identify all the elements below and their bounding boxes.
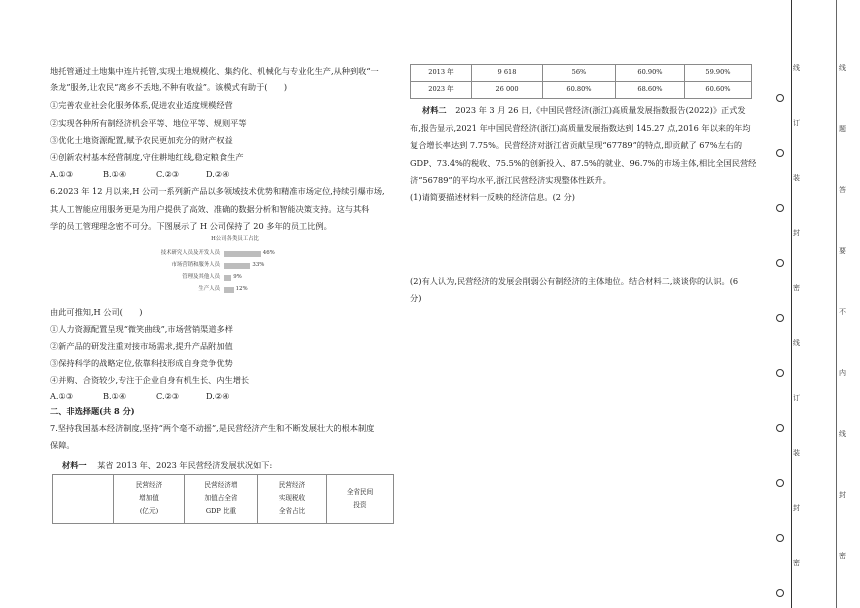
q5-text-line2: 条龙”服务,让农民“离乡不丢地,不种有收益”。该模式有助于( ) xyxy=(50,82,288,92)
binding-circle xyxy=(776,149,784,157)
binding-notice-char: 封 xyxy=(839,491,846,499)
binding-char: 订 xyxy=(793,119,800,127)
binding-notice-char: 题 xyxy=(839,125,846,133)
q6-choice-d: D.②④ xyxy=(206,391,230,401)
binding-char: 密 xyxy=(793,284,800,292)
binding-notice-char: 线 xyxy=(839,430,846,438)
binding-notice-char: 内 xyxy=(839,369,846,377)
chart-row xyxy=(150,273,320,282)
chart-row xyxy=(150,249,320,258)
q6-text-line3: 学的员工管理理念密不可分。下图展示了 H 公司保持了 20 多年的员工比例。 xyxy=(50,221,332,231)
binding-notice-char: 不 xyxy=(839,308,846,316)
table-header-col4: 全省民间 投资 xyxy=(327,475,394,524)
binding-circle xyxy=(776,479,784,487)
q5-text-line1: 地托管通过土地集中连片托管,实现土地规模化、集约化、机械化与专业化生产,从种到收“一 xyxy=(50,66,379,76)
outer-binding-line xyxy=(836,0,837,608)
binding-circle xyxy=(776,369,784,377)
q6-text-line2: 其人工智能应用服务更是为用户提供了高效、准确的数据分析和智能决策支持。这与其科 xyxy=(50,204,370,214)
binding-char: 封 xyxy=(793,229,800,237)
q5-option-4: ④创新农村基本经营制度,守住耕地红线,稳定粮食生产 xyxy=(50,152,244,162)
material-1-table-header xyxy=(52,474,394,524)
chart-category-label: 技术研究人员及开发人员 xyxy=(160,250,220,256)
chart-category-label: 生产人员 xyxy=(198,286,220,292)
chart-value-label: 9% xyxy=(233,274,242,280)
material-2-line5: 济“56789”的平均水平,浙江民营经济实现整体性跃升。 xyxy=(410,175,611,185)
material-2-line3: 复合增长率达到 7.75%。民营经济对浙江省贡献呈现“67789”的特点,即贡献了 67%左右的 xyxy=(410,140,743,150)
material-1-label: 材料一 xyxy=(62,460,87,470)
binding-circle xyxy=(776,534,784,542)
q5-choice-a: A.①③ xyxy=(50,169,74,179)
chart-category-label: 管理及其他人员 xyxy=(182,274,220,280)
binding-char: 封 xyxy=(793,504,800,512)
chart-bar xyxy=(224,263,250,269)
binding-circle xyxy=(776,94,784,102)
binding-char: 装 xyxy=(793,174,800,182)
q6-choice-b: B.①④ xyxy=(103,391,127,401)
table-header-col1: 民营经济 增加值 (亿元) xyxy=(114,475,185,524)
binding-notice-char: 要 xyxy=(839,247,846,255)
q7-part1: (1)请简要描述材料一反映的经济信息。(2 分) xyxy=(410,192,575,202)
material-2-line4: GDP、73.4%的税收、75.5%的创新投入、87.5%的就业、96.7%的市场主体,相比全国民营经 xyxy=(410,158,757,168)
q5-option-2: ②实现各种所有制经济机会平等、地位平等、规则平等 xyxy=(50,118,247,128)
q6-option-4: ④并购、合资较少,专注于企业自身有机生长、内生增长 xyxy=(50,375,250,385)
binding-notice-char: 密 xyxy=(839,552,846,560)
q5-choice-b: B.①④ xyxy=(103,169,127,179)
q6-choice-c: C.②③ xyxy=(156,391,180,401)
chart-row xyxy=(150,261,320,270)
q5-option-3: ③优化土地资源配置,赋予农民更加充分的财产权益 xyxy=(50,135,233,145)
q7-text-line1: 7.坚持我国基本经济制度,坚持“两个毫不动摇”,是民营经济产生和不断发展壮大的根本制度 xyxy=(50,423,375,433)
material-2-line1: 2023 年 3 月 26 日,《中国民营经济(浙江)高质量发展指数报告(2022)》正式发 xyxy=(455,105,746,115)
table-row: 2023 年 26 000 60.80% 68.60% 60.60% xyxy=(411,82,752,99)
material-2-label: 材料二 xyxy=(422,105,447,115)
material-1-table-rows xyxy=(410,64,752,99)
binding-char: 订 xyxy=(793,394,800,402)
binding-margin xyxy=(772,0,860,608)
material-1-text: 某省 2013 年、2023 年民营经济发展状况如下: xyxy=(97,460,273,470)
binding-notice-char: 答 xyxy=(839,186,846,194)
binding-circle xyxy=(776,204,784,212)
table-header-col3: 民营经济 实现税收 全省占比 xyxy=(258,475,327,524)
employee-ratio-chart xyxy=(150,236,320,300)
q6-option-1: ①人力资源配置呈现“微笑曲线”,市场营销渠道多样 xyxy=(50,324,233,334)
binding-circle xyxy=(776,314,784,322)
table-corner-cell xyxy=(53,475,114,524)
binding-char: 线 xyxy=(793,339,800,347)
binding-line xyxy=(791,0,792,608)
q6-option-2: ②新产品的研发注重对接市场需求,提升产品附加值 xyxy=(50,341,233,351)
chart-title: H公司各类员工占比 xyxy=(211,236,259,242)
q5-option-1: ①完善农业社会化服务体系,促进农业适度规模经营 xyxy=(50,100,233,110)
chart-bar xyxy=(224,275,231,281)
table-header-col2: 民营经济增 加值占全省 GDP 比重 xyxy=(185,475,258,524)
binding-char: 线 xyxy=(793,64,800,72)
q6-text-line1: 6.2023 年 12 月以来,H 公司一系列新产品以多领域技术优势和精准市场定位,持续引爆市场, xyxy=(50,186,385,196)
chart-row xyxy=(150,285,320,294)
chart-bar xyxy=(224,251,261,257)
binding-notice-char: 线 xyxy=(839,64,846,72)
q5-choice-d: D.②④ xyxy=(206,169,230,179)
q6-stem: 由此可推知,H 公司( ) xyxy=(50,307,143,317)
chart-value-label: 46% xyxy=(262,250,275,256)
q5-choice-c: C.②③ xyxy=(156,169,180,179)
chart-bar xyxy=(224,287,234,293)
chart-category-label: 市场营销和服务人员 xyxy=(171,262,220,268)
chart-value-label: 12% xyxy=(235,286,248,292)
q7-text-line2: 保障。 xyxy=(50,440,75,450)
q7-part2-line1: (2)有人认为,民营经济的发展会削弱公有制经济的主体地位。结合材料二,谈谈你的认识。(6 xyxy=(410,276,739,286)
table-row: 2013 年 9 618 56% 60.90% 59.90% xyxy=(411,65,752,82)
binding-circle xyxy=(776,424,784,432)
binding-circle xyxy=(776,589,784,597)
material-2-line2: 布,报告显示,2021 年中国民营经济(浙江)高质量发展指数达到 145.27 点,2016 年以来的年均 xyxy=(410,123,751,133)
binding-char: 装 xyxy=(793,449,800,457)
q6-choice-a: A.①③ xyxy=(50,391,74,401)
binding-char: 密 xyxy=(793,559,800,567)
q6-option-3: ③保持科学的战略定位,依靠科技形成自身竞争优势 xyxy=(50,358,233,368)
binding-circle xyxy=(776,259,784,267)
section-2-heading: 二、非选择题(共 8 分) xyxy=(50,406,135,416)
q7-part2-line2: 分) xyxy=(410,293,422,303)
chart-value-label: 33% xyxy=(252,262,265,268)
